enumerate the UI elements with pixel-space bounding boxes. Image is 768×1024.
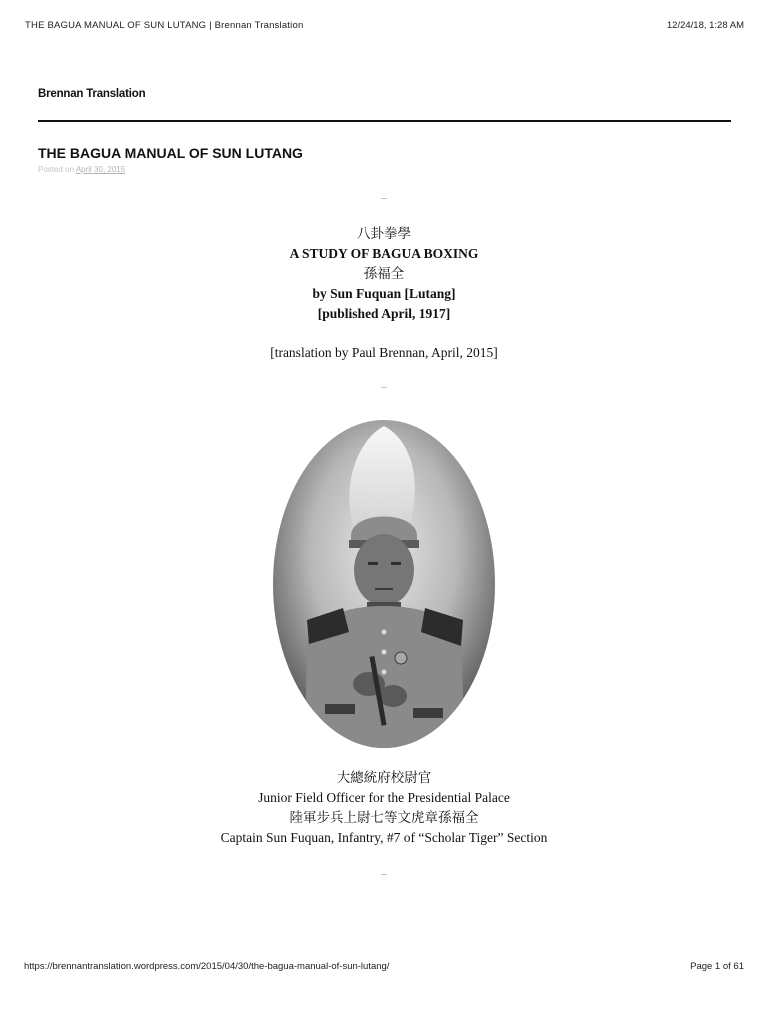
portrait-photo bbox=[271, 418, 497, 750]
post-meta bbox=[38, 165, 125, 174]
site-title-link[interactable]: Brennan Translation bbox=[38, 88, 146, 100]
separator: – bbox=[381, 190, 387, 204]
posted-on-label: Posted on bbox=[38, 165, 75, 174]
caption-line-3: 陸軍步兵上尉七等文虎章孫福全 bbox=[289, 810, 479, 825]
caption-line-1: 大總統府校尉官 bbox=[336, 770, 432, 785]
posted-date-link[interactable]: April 30, 2015 bbox=[75, 165, 126, 174]
caption-line-4: Captain Sun Fuquan, Infantry, #7 of “Scholar Tiger” Section bbox=[220, 830, 548, 845]
caption-line-2: Junior Field Officer for the Presidential Palace bbox=[258, 790, 510, 805]
print-header-datetime: 12/24/18, 1:28 AM bbox=[666, 20, 744, 31]
separator: – bbox=[381, 866, 387, 880]
book-english-title: A STUDY OF BAGUA BOXING bbox=[289, 246, 479, 261]
post-title: THE BAGUA MANUAL OF SUN LUTANG bbox=[38, 145, 303, 161]
print-footer-url: https://brennantranslation.wordpress.com/2015/04/30/the-bagua-manual-of-sun-lutang/ bbox=[24, 961, 390, 972]
header-divider bbox=[38, 120, 731, 122]
book-author-chinese: 孫福全 bbox=[363, 266, 405, 281]
print-header-title: THE BAGUA MANUAL OF SUN LUTANG | Brennan Translation bbox=[25, 20, 304, 31]
book-published: [published April, 1917] bbox=[317, 306, 451, 321]
separator: – bbox=[381, 379, 387, 393]
book-chinese-title: 八卦拳學 bbox=[357, 226, 411, 241]
print-footer-page-number: Page 1 of 61 bbox=[690, 961, 744, 972]
translation-note: [translation by Paul Brennan, April, 2015] bbox=[270, 345, 498, 360]
book-author-english: by Sun Fuquan [Lutang] bbox=[312, 286, 456, 301]
